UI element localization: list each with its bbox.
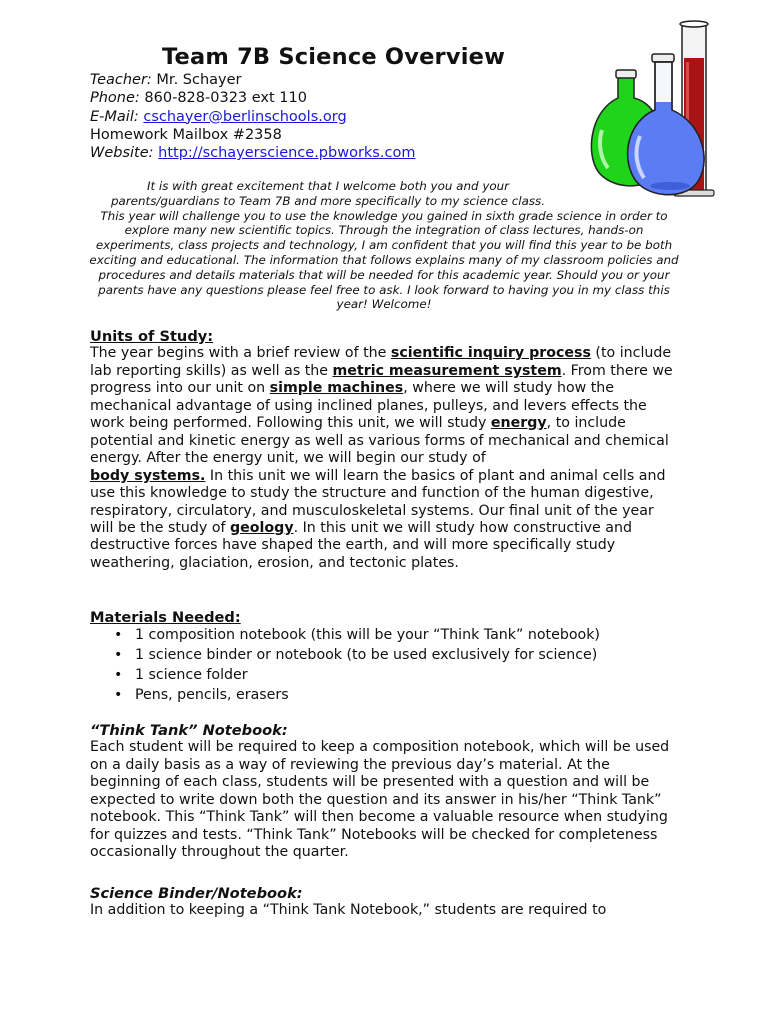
mailbox-line: Homework Mailbox #2358 <box>90 126 282 143</box>
think-tank-section <box>90 722 674 862</box>
website-label: Website: <box>90 145 154 162</box>
units-text-2: (to include lab reporting skills) as well as the <box>90 345 672 379</box>
units-text-1: The year begins with a brief review of the <box>90 345 391 362</box>
phone-line <box>90 89 415 107</box>
keyword-geology: geology <box>230 519 294 536</box>
website-link[interactable]: http://schayerscience.pbworks.com <box>158 145 416 162</box>
binder-paragraph: In addition to keeping a “Think Tank Notebook,” students are required to <box>90 902 607 919</box>
phone-label: Phone: <box>90 90 140 107</box>
intro-line-2: parents/guardians to Team 7B and more specifically to my science class. <box>110 193 546 208</box>
binder-heading: Science Binder/Notebook: <box>90 885 303 902</box>
list-item: • 1 science folder <box>114 666 674 686</box>
units-heading: Units of Study: <box>90 328 214 345</box>
page-title: Team 7B Science Overview <box>162 44 506 70</box>
keyword-energy: energy <box>490 415 547 432</box>
contact-block <box>90 71 415 162</box>
units-section <box>90 328 674 572</box>
teacher-name: Mr. Schayer <box>156 72 242 88</box>
keyword-simple-machines: simple machines <box>269 380 404 397</box>
units-text-3: . From there we progress into our unit on <box>90 362 673 397</box>
units-paragraph <box>90 345 674 572</box>
units-text-4: , where we will study how the mechanical advantage of using inclined planes, pulleys, and levers effects the work being performed. Following this unit, we will study <box>90 380 647 432</box>
list-item: • 1 science binder or notebook (to be used exclusively for science) <box>114 646 674 666</box>
units-text-6: In this unit we will learn the basics of plant and animal cells and use this knowledge to study the structure and function of the human digestive, respiratory, circulatory, and musculoskeletal systems. Our final unit of the year will be the study of <box>90 467 666 536</box>
intro-body: This year will challenge you to use the knowledge you gained in sixth grade science in order to explore many new scientific topics. Through the integration of class lectures, hands-on experiments, class projects and technology, I am confident that you will find this year to be both exciting and educational. The information that follows explains many of my classroom policies and procedures and details materials that will be needed for this academic year. Should you or your parents have any questions please feel free to ask. I look forward to having you in my class this year! Welcome! <box>89 208 679 312</box>
intro-line-1: It is with great excitement that I welcome both you and your <box>146 179 510 193</box>
teacher-line <box>90 71 415 89</box>
website-line <box>90 144 415 162</box>
email-link[interactable]: cschayer@berlinschools.org <box>143 108 347 125</box>
teacher-label: Teacher: <box>90 72 152 88</box>
materials-heading: Materials Needed: <box>90 609 241 626</box>
email-line <box>90 108 415 126</box>
keyword-body-systems: body systems. <box>90 467 206 484</box>
keyword-metric-system: metric measurement system <box>332 362 562 379</box>
think-tank-heading: “Think Tank” Notebook: <box>90 722 288 739</box>
phone-number: 860-828-0323 ext 110 <box>144 90 307 107</box>
list-item: • 1 composition notebook (this will be your “Think Tank” notebook) <box>114 626 674 646</box>
materials-list <box>90 626 674 705</box>
units-text-7: . In this unit we will study how constructive and destructive forces have shaped the earth, and will more specifically study weathering, glaciation, erosion, and tectonic plates. <box>90 519 632 571</box>
intro-paragraph <box>88 179 680 312</box>
email-label: E-Mail: <box>90 108 139 125</box>
think-tank-paragraph: Each student will be required to keep a composition notebook, which will be used on a daily basis as a way of reviewing the previous day’s material. At the beginning of each class, students will be presented with a question and will be expected to write down both the question and its answer in his/her “Think Tank” notebook. This “Think Tank” will then become a valuable resource when studying for quizzes and tests. “Think Tank” Notebooks will be checked for completeness occasionally throughout the quarter. <box>90 739 670 861</box>
keyword-scientific-inquiry: scientific inquiry process <box>390 345 591 362</box>
binder-section <box>90 885 674 920</box>
materials-section <box>90 609 674 706</box>
list-item: • Pens, pencils, erasers <box>114 686 674 706</box>
units-text-5: , to include potential and kinetic energy as well as various forms of mechanical and chemical energy. After the energy unit, we will begin our study of <box>90 415 669 467</box>
